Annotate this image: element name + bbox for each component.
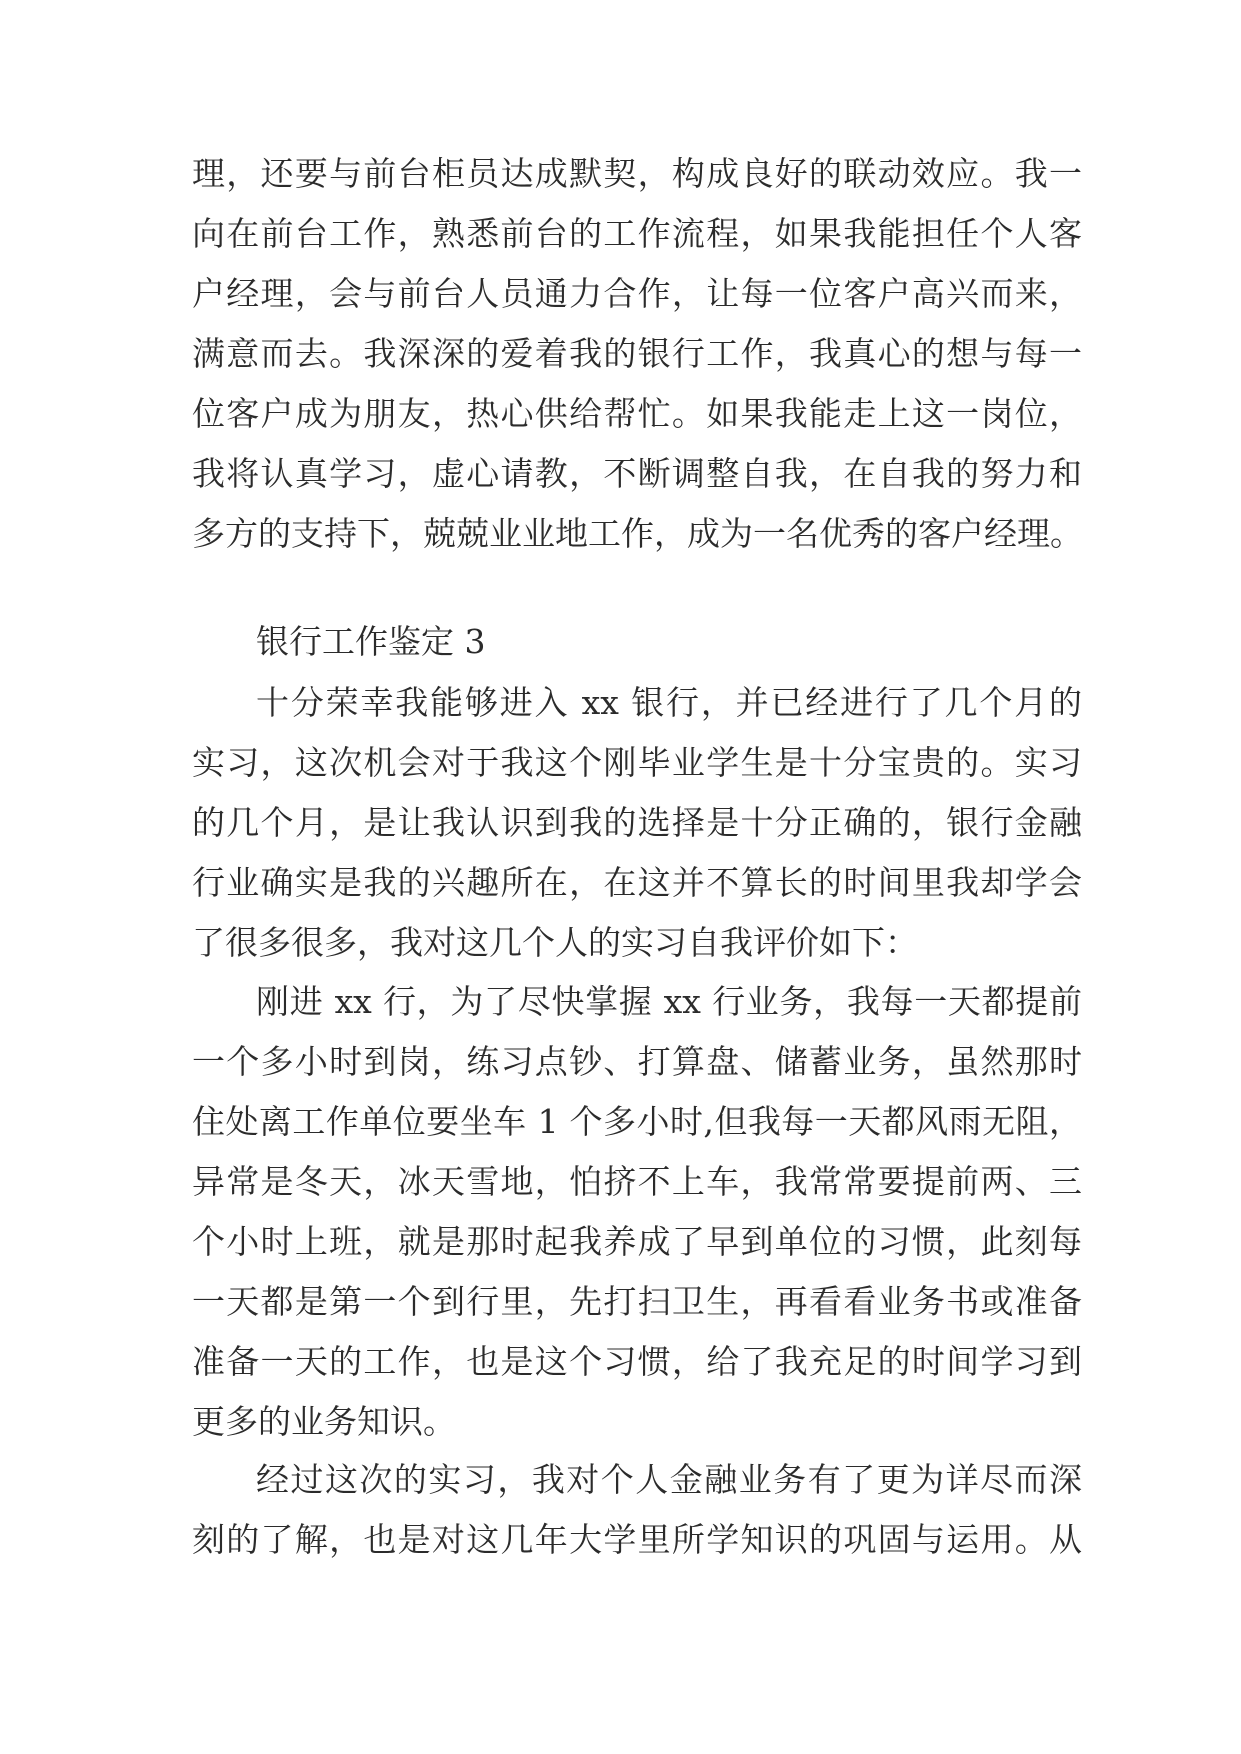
text-line: 个小时上班，就是那时起我养成了早到单位的习惯，此刻每 [192, 1222, 1082, 1261]
text-line: 刻的了解，也是对这几年大学里所学知识的巩固与运用。从 [192, 1520, 1082, 1559]
text-line: 一天都是第一个到行里，先打扫卫生，再看看业务书或准备 [192, 1282, 1082, 1321]
text-line: 行业确实是我的兴趣所在，在这并不算长的时间里我却学会 [192, 863, 1082, 902]
text-line: 十分荣幸我能够进入 xx 银行，并已经进行了几个月的 [256, 683, 1082, 722]
text-line: 位客户成为朋友，热心供给帮忙。如果我能走上这一岗位， [192, 394, 1082, 433]
text-line: 向在前台工作，熟悉前台的工作流程，如果我能担任个人客 [192, 214, 1082, 253]
text-line: 实习，这次机会对于我这个刚毕业学生是十分宝贵的。实习 [192, 743, 1082, 782]
text-line: 满意而去。我深深的爱着我的银行工作，我真心的想与每一 [192, 334, 1082, 373]
text-line: 的几个月，是让我认识到我的选择是十分正确的，银行金融 [192, 803, 1082, 842]
text-line: 异常是冬天，冰天雪地，怕挤不上车，我常常要提前两、三 [192, 1162, 1082, 1201]
text-line: 刚进 xx 行，为了尽快掌握 xx 行业务，我每一天都提前 [256, 982, 1082, 1021]
text-line: 户经理，会与前台人员通力合作，让每一位客户高兴而来， [192, 274, 1082, 313]
text-line: 理，还要与前台柜员达成默契，构成良好的联动效应。我一 [192, 154, 1082, 193]
text-line: 经过这次的实习，我对个人金融业务有了更为详尽而深 [256, 1460, 1082, 1499]
text-line: 准备一天的工作，也是这个习惯，给了我充足的时间学习到 [192, 1342, 1082, 1381]
text-line: 一个多小时到岗，练习点钞、打算盘、储蓄业务，虽然那时 [192, 1042, 1082, 1081]
heading-text: 银行工作鉴定 3 [256, 622, 486, 661]
text-line: 我将认真学习，虚心请教，不断调整自我，在自我的努力和 [192, 454, 1082, 493]
text-line: 住处离工作单位要坐车 1 个多小时,但我每一天都风雨无阻， [192, 1102, 1082, 1141]
text-line: 更多的业务知识。 [192, 1402, 456, 1441]
text-line: 多方的支持下，兢兢业业地工作，成为一名优秀的客户经理。 [192, 514, 1083, 553]
text-line: 了很多很多，我对这几个人的实习自我评价如下： [192, 923, 918, 962]
